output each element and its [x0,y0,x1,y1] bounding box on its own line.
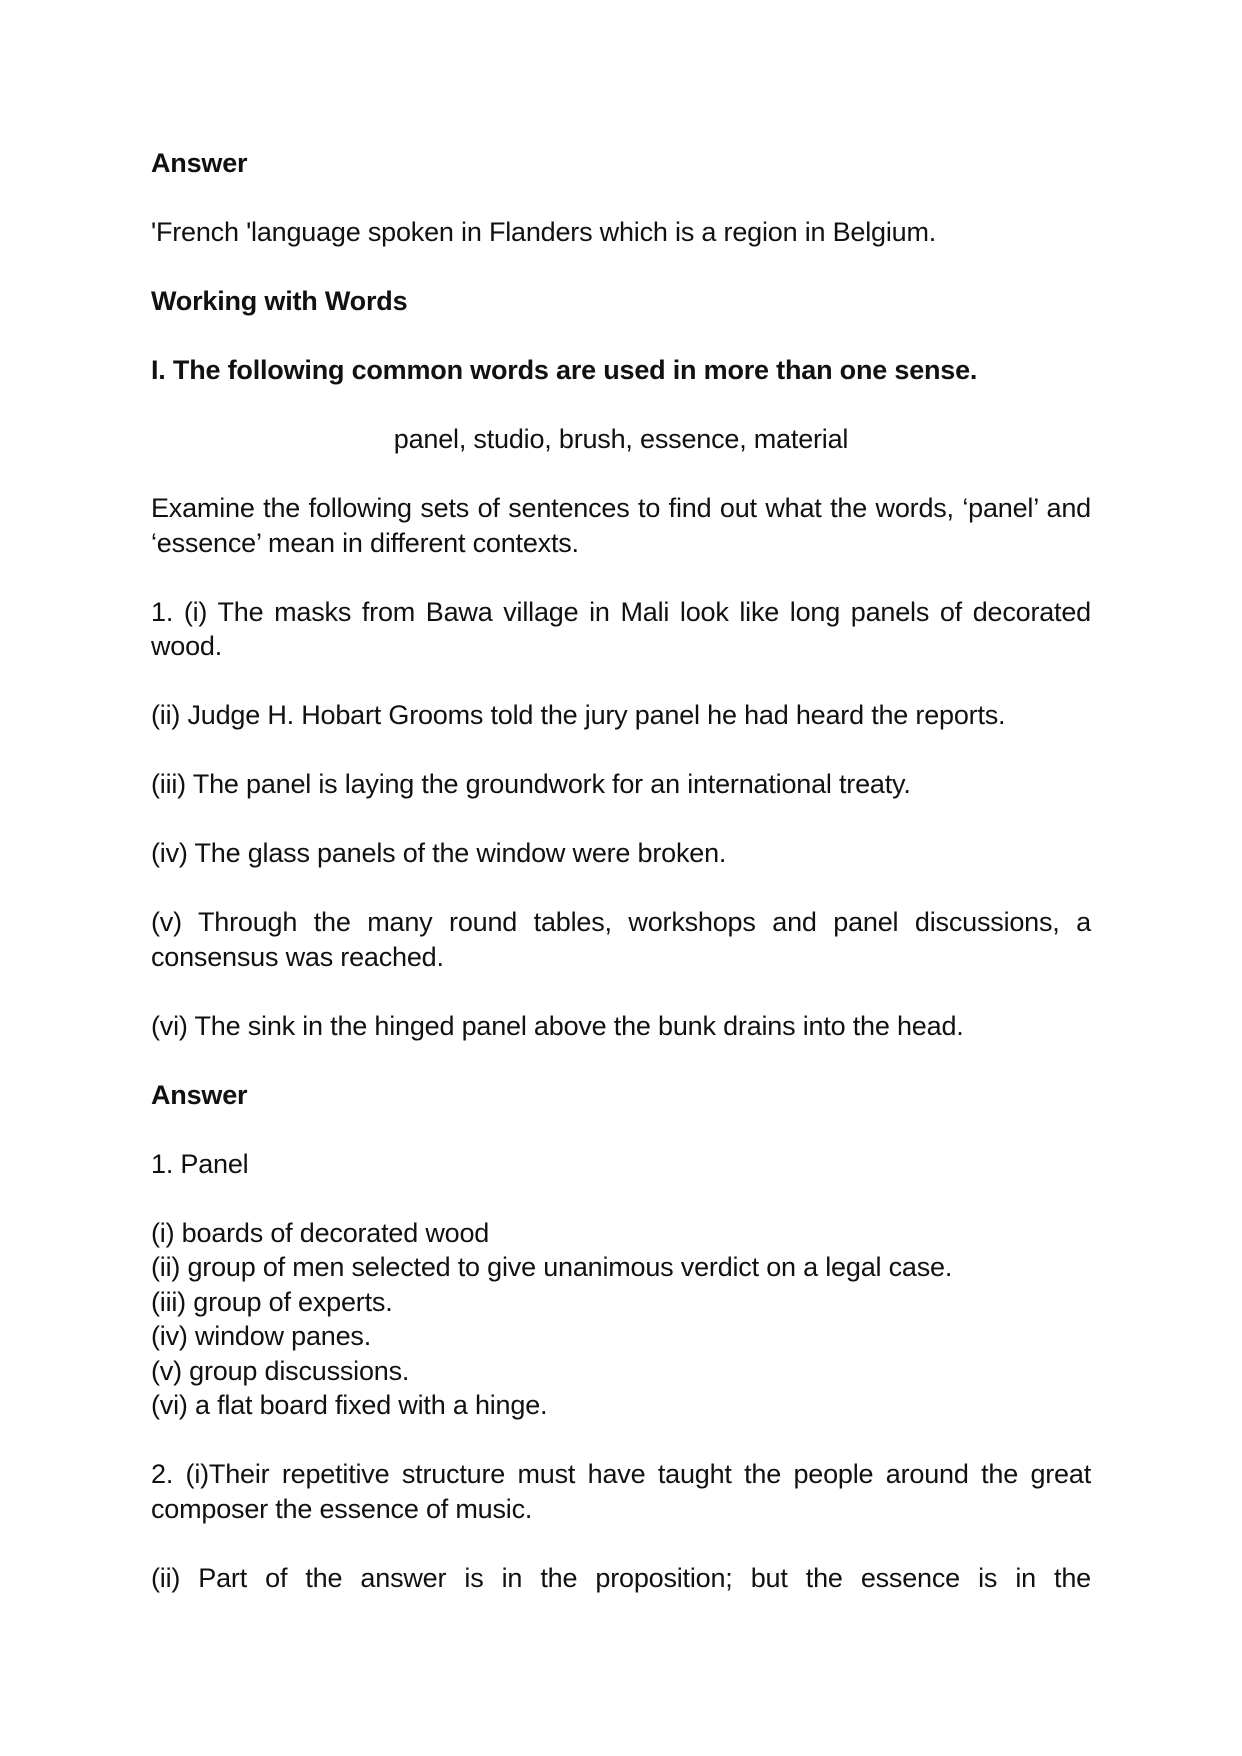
question-title: I. The following common words are used in more than one sense. [151,355,978,385]
panel-answer-item: (i) boards of decorated wood [151,1217,490,1248]
panel-answer-item: (iii) group of experts. [151,1286,393,1317]
answer-heading: Answer [151,148,248,178]
essence-sentence: 2. (i)Their repetitive structure must have taught the people around the great composer the essence of music. [151,1459,1091,1524]
panel-sentence: (iii) The panel is laying the groundwork for an international treaty. [151,769,911,799]
panel-sentence: (v) Through the many round tables, workshops and panel discussions, a consensus was reached. [151,907,1091,972]
panel-answer-item: (vi) a flat board fixed with a hinge. [151,1390,548,1420]
document-page [151,146,1091,1630]
panel-sentence: 1. (i) The masks from Bawa village in Mali look like long panels of decorated wood. [151,596,1091,661]
panel-answer-title: 1. Panel [151,1148,249,1179]
word-list: panel, studio, brush, essence, material [393,424,849,454]
panel-sentence: (iv) The glass panels of the window were broken. [151,838,727,868]
panel-answer-item: (v) group discussions. [151,1355,410,1386]
answer-heading: Answer [151,1079,248,1110]
panel-answer-item: (ii) group of men selected to give unanimous verdict on a legal case. [151,1252,953,1282]
essence-sentence: (ii) Part of the answer is in the proposition; but the essence is in the [151,1562,1091,1593]
answer-text: 'French 'language spoken in Flanders which is a region in Belgium. [151,217,937,247]
panel-sentence: (vi) The sink in the hinged panel above the bunk drains into the head. [151,1010,964,1041]
panel-answer-item: (iv) window panes. [151,1321,371,1351]
instruction-text: Examine the following sets of sentences to find out what the words, ‘panel’ and ‘essence’ mean in different contexts. [151,493,1091,558]
panel-sentence: (ii) Judge H. Hobart Grooms told the jury panel he had heard the reports. [151,700,1006,730]
section-title: Working with Words [151,286,408,316]
panel-answer-list [151,1216,1091,1423]
